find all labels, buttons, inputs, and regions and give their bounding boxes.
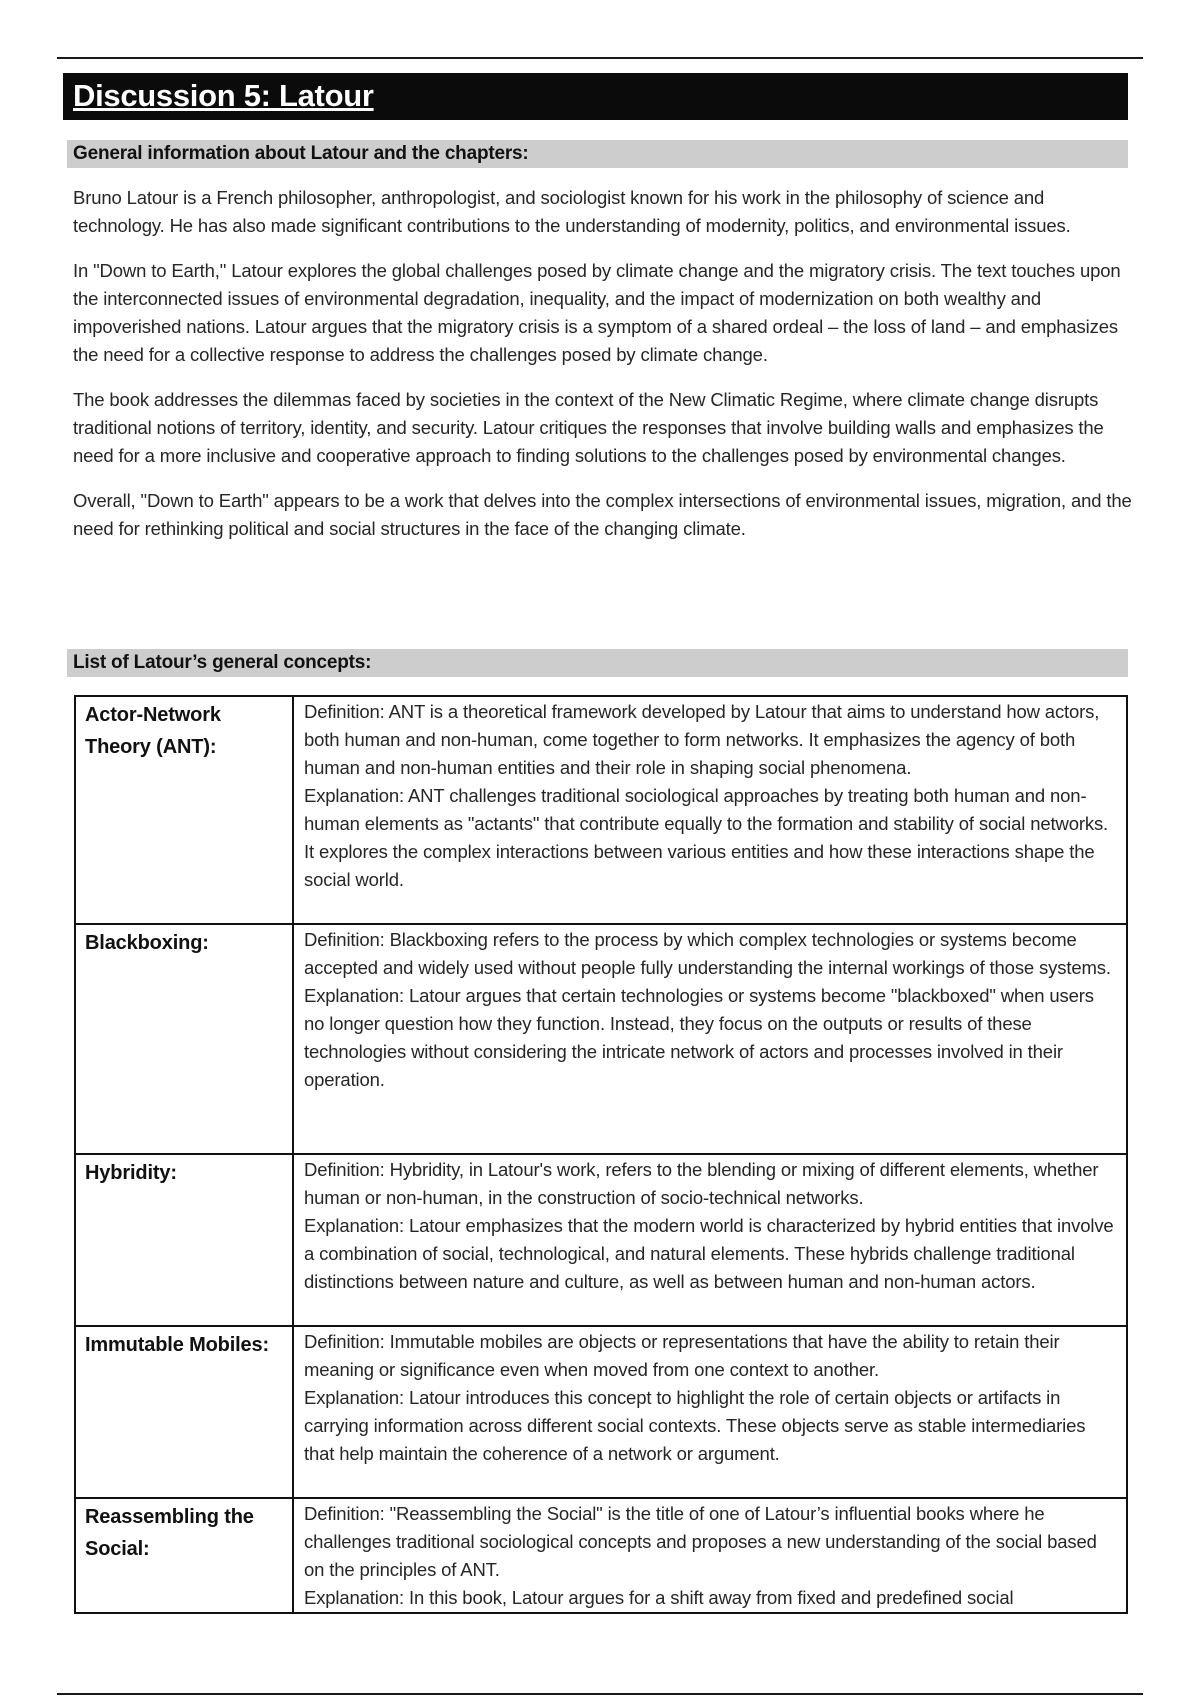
- concept-definition: Definition: ANT is a theoretical framework developed by Latour that aims to understand how actors, both human and non-human, come together to form networks. It emphasizes the agency of both human and non-human entities and their role in shaping social phenomena.: [304, 701, 1100, 778]
- concept-explanation: Explanation: ANT challenges traditional sociological approaches by treating both human and non-human elements as "actants" that contribute equally to the formation and stability of social networks. It explores the complex interactions between various entities and how these interactions shape the social world.: [304, 785, 1109, 890]
- table-row: [75, 1498, 1127, 1613]
- general-info-body: [73, 184, 1133, 560]
- table-row: [75, 924, 1127, 1154]
- concept-description: [293, 1326, 1127, 1498]
- paragraph: In "Down to Earth," Latour explores the global challenges posed by climate change and the migratory crisis. The text touches upon the interconnected issues of environmental degradation, inequality, and the impact of modernization on both wealthy and impoverished nations. Latour argues that the migratory crisis is a symptom of a shared ordeal – the loss of land – and emphasizes the need for a collective response to address the challenges posed by climate change.: [73, 260, 1121, 365]
- concept-term: Blackboxing:: [75, 924, 293, 1154]
- table-row: [75, 1326, 1127, 1498]
- page-title: Discussion 5: Latour: [73, 78, 374, 113]
- bottom-rule: [57, 1693, 1143, 1695]
- paragraph: Bruno Latour is a French philosopher, anthropologist, and sociologist known for his work in the philosophy of science and technology. He has also made significant contributions to the understanding of modernity, politics, and environmental issues.: [73, 187, 1071, 236]
- table-row: [75, 696, 1127, 924]
- table-row: [75, 1154, 1127, 1326]
- concept-description: [293, 696, 1127, 924]
- concepts-heading: List of Latour’s general concepts:: [67, 649, 1128, 677]
- concept-definition: Definition: Blackboxing refers to the process by which complex technologies or systems become accepted and widely used without people fully understanding the internal workings of those systems.: [304, 929, 1111, 978]
- concept-term: Hybridity:: [75, 1154, 293, 1326]
- concept-term: Actor-Network Theory (ANT):: [75, 696, 293, 924]
- concept-description: [293, 1498, 1127, 1613]
- concept-term: Immutable Mobiles:: [75, 1326, 293, 1498]
- concept-description: [293, 924, 1127, 1154]
- concept-definition: Definition: Immutable mobiles are objects or representations that have the ability to retain their meaning or significance even when moved from one context to another.: [304, 1331, 1060, 1380]
- concept-explanation: Explanation: Latour introduces this concept to highlight the role of certain objects or artifacts in carrying information across different social contexts. These objects serve as stable intermediaries that help maintain the coherence of a network or argument.: [304, 1387, 1086, 1464]
- concept-definition: Definition: Hybridity, in Latour's work, refers to the blending or mixing of different elements, whether human or non-human, in the construction of socio-technical networks.: [304, 1159, 1099, 1208]
- concept-definition: Definition: "Reassembling the Social" is the title of one of Latour’s influential books where he challenges traditional sociological concepts and proposes a new understanding of the social based on the principles of ANT.: [304, 1503, 1097, 1580]
- title-bar: [63, 73, 1128, 120]
- paragraph: The book addresses the dilemmas faced by societies in the context of the New Climatic Regime, where climate change disrupts traditional notions of territory, identity, and security. Latour critiques the responses that involve building walls and emphasizes the need for a more inclusive and cooperative approach to finding solutions to the challenges posed by environmental changes.: [73, 389, 1104, 466]
- concept-explanation: Explanation: Latour argues that certain technologies or systems become "blackboxed" when users no longer question how they function. Instead, they focus on the outputs or results of these technologies without considering the intricate network of actors and processes involved in their operation.: [304, 985, 1094, 1090]
- concept-description: [293, 1154, 1127, 1326]
- concept-term: Reassembling the Social:: [75, 1498, 293, 1613]
- concept-explanation: Explanation: In this book, Latour argues for a shift away from fixed and predefined social: [304, 1587, 1014, 1608]
- top-rule: [57, 57, 1143, 59]
- concepts-table: [74, 695, 1128, 1614]
- paragraph: Overall, "Down to Earth" appears to be a work that delves into the complex intersections of environmental issues, migration, and the need for rethinking political and social structures in the face of the changing climate.: [73, 490, 1132, 539]
- general-info-heading: General information about Latour and the chapters:: [67, 140, 1128, 168]
- concept-explanation: Explanation: Latour emphasizes that the modern world is characterized by hybrid entities that involve a combination of social, technological, and natural elements. These hybrids challenge traditional distinctions between nature and culture, as well as between human and non-human actors.: [304, 1215, 1114, 1292]
